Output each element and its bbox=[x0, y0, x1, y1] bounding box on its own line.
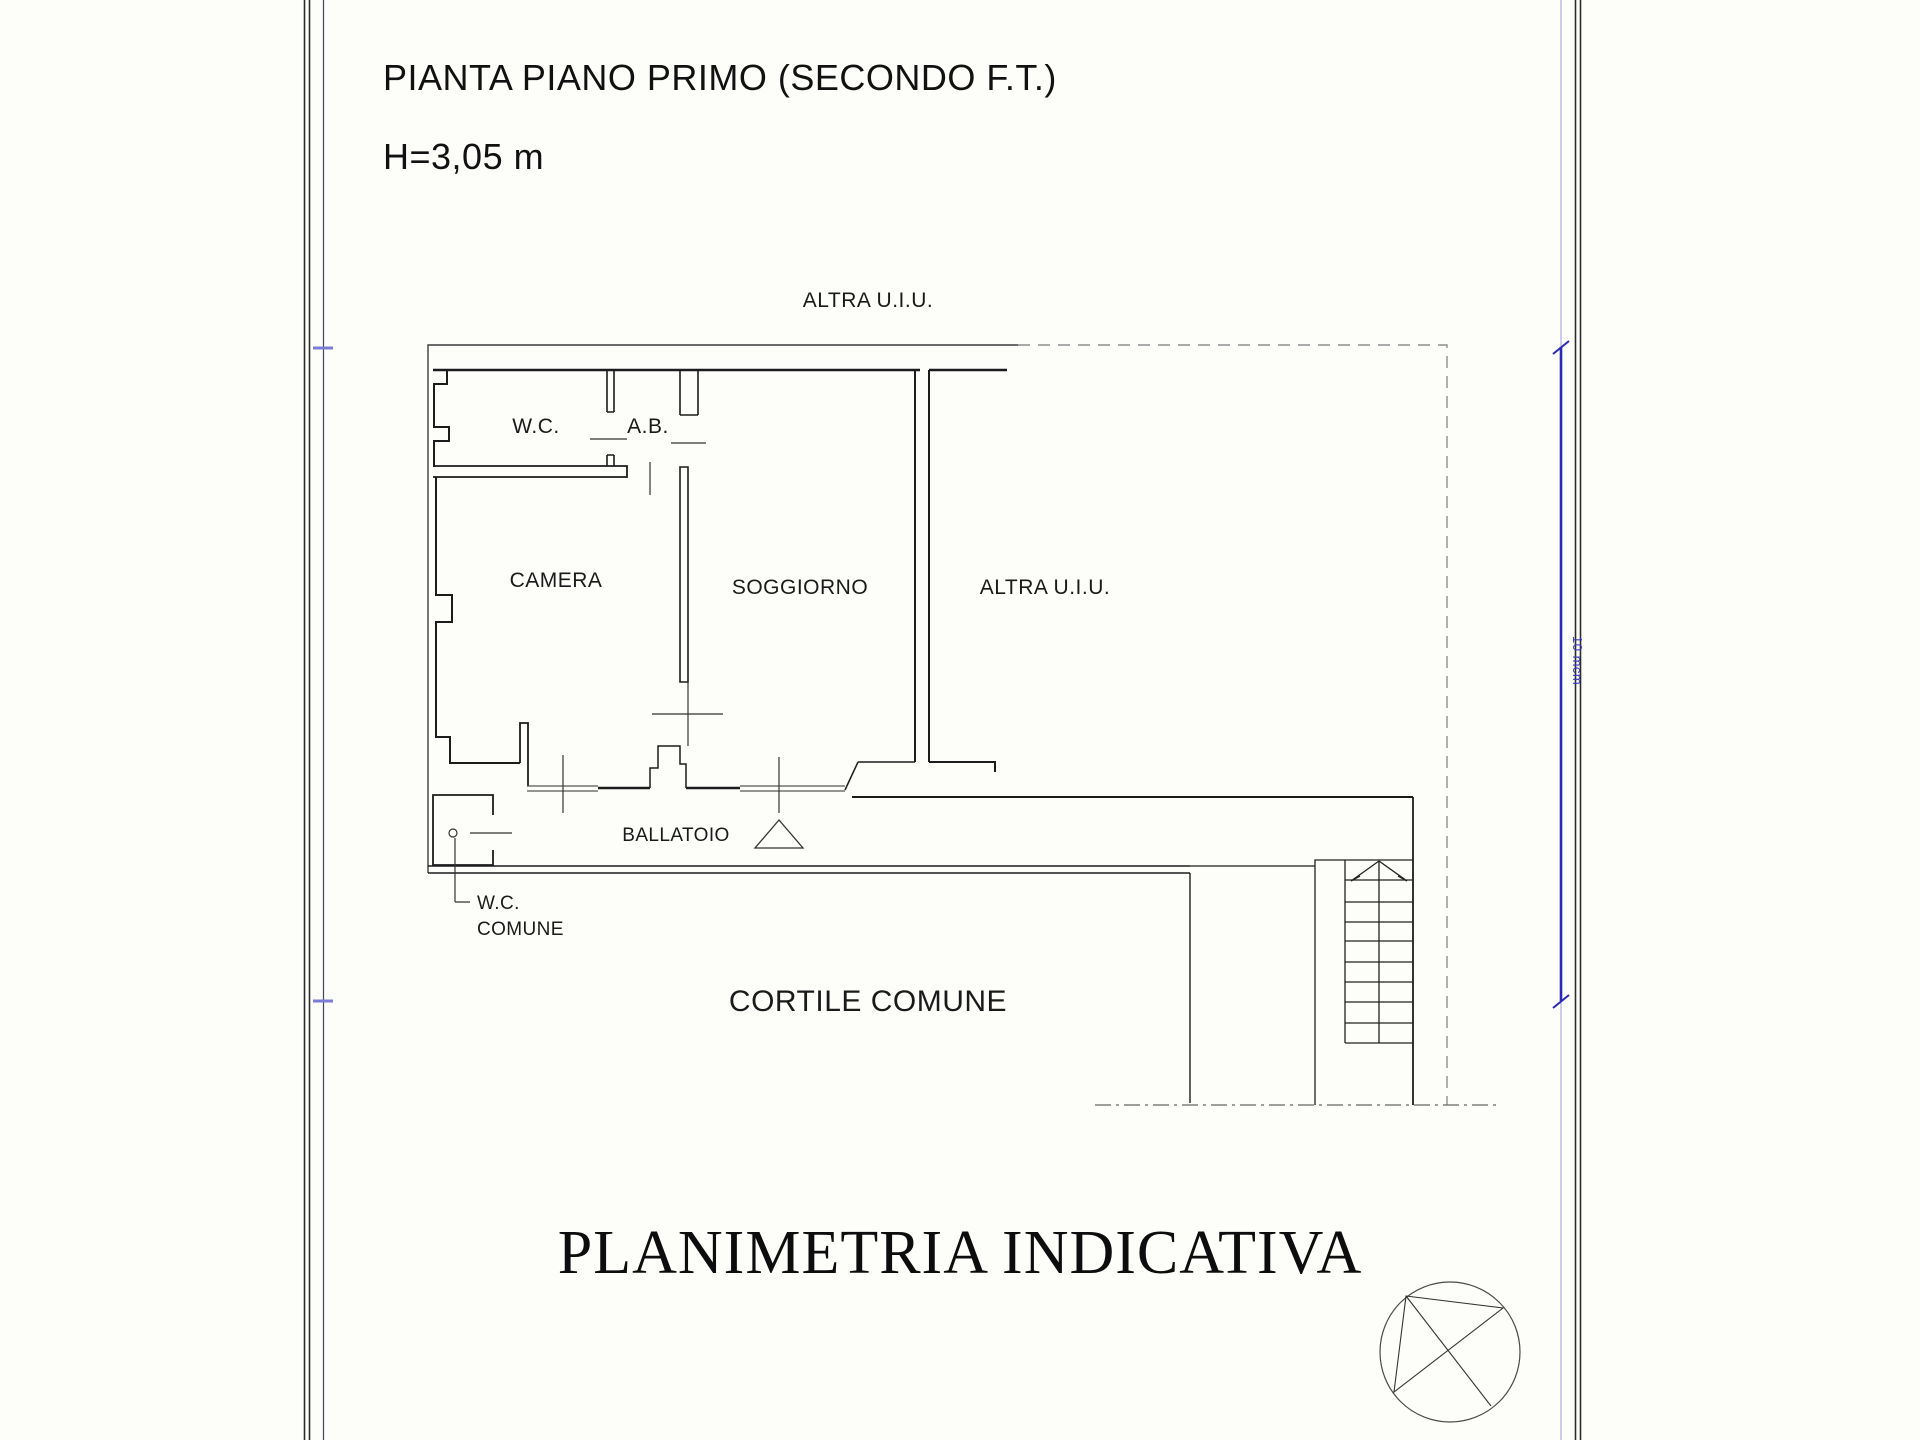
view-triangle-icon bbox=[755, 820, 803, 848]
wc-comune-fixture-icon bbox=[449, 829, 457, 837]
room-label-soggiorno: SOGGIORNO bbox=[731, 576, 869, 599]
drawing-caption: PLANIMETRIA INDICATIVA bbox=[557, 1219, 1363, 1287]
room-label-altra-uiu-top: ALTRA U.I.U. bbox=[802, 289, 934, 312]
room-label-wc-comune-line1: W.C. bbox=[477, 893, 520, 914]
door-marks bbox=[455, 439, 779, 902]
room-label-altra-uiu-right: ALTRA U.I.U. bbox=[979, 576, 1111, 599]
room-label-wc-comune-line2: COMUNE bbox=[477, 919, 564, 940]
staircase bbox=[1315, 860, 1413, 1105]
dimension-annotation: 10 mcm bbox=[1570, 636, 1585, 686]
room-label-camera: CAMERA bbox=[509, 569, 603, 592]
room-label-cortile-comune: CORTILE COMUNE bbox=[728, 985, 1008, 1018]
stairs-up-arrow-icon bbox=[1351, 861, 1407, 1043]
dimension-line-left bbox=[313, 0, 333, 1440]
ceiling-height-note: H=3,05 m bbox=[383, 136, 545, 177]
room-label-wc-comune bbox=[477, 891, 564, 943]
room-label-ballatoio: BALLATOIO bbox=[622, 825, 730, 846]
page-title: PIANTA PIANO PRIMO (SECONDO F.T.) bbox=[383, 57, 1057, 98]
room-label-ab: A.B. bbox=[627, 415, 669, 438]
sheet-border-right bbox=[1576, 0, 1581, 1440]
dimension-line-right bbox=[1553, 0, 1569, 1440]
north-symbol-icon bbox=[1380, 1282, 1520, 1422]
sheet-border-left bbox=[305, 0, 310, 1440]
room-label-wc: W.C. bbox=[512, 415, 560, 438]
